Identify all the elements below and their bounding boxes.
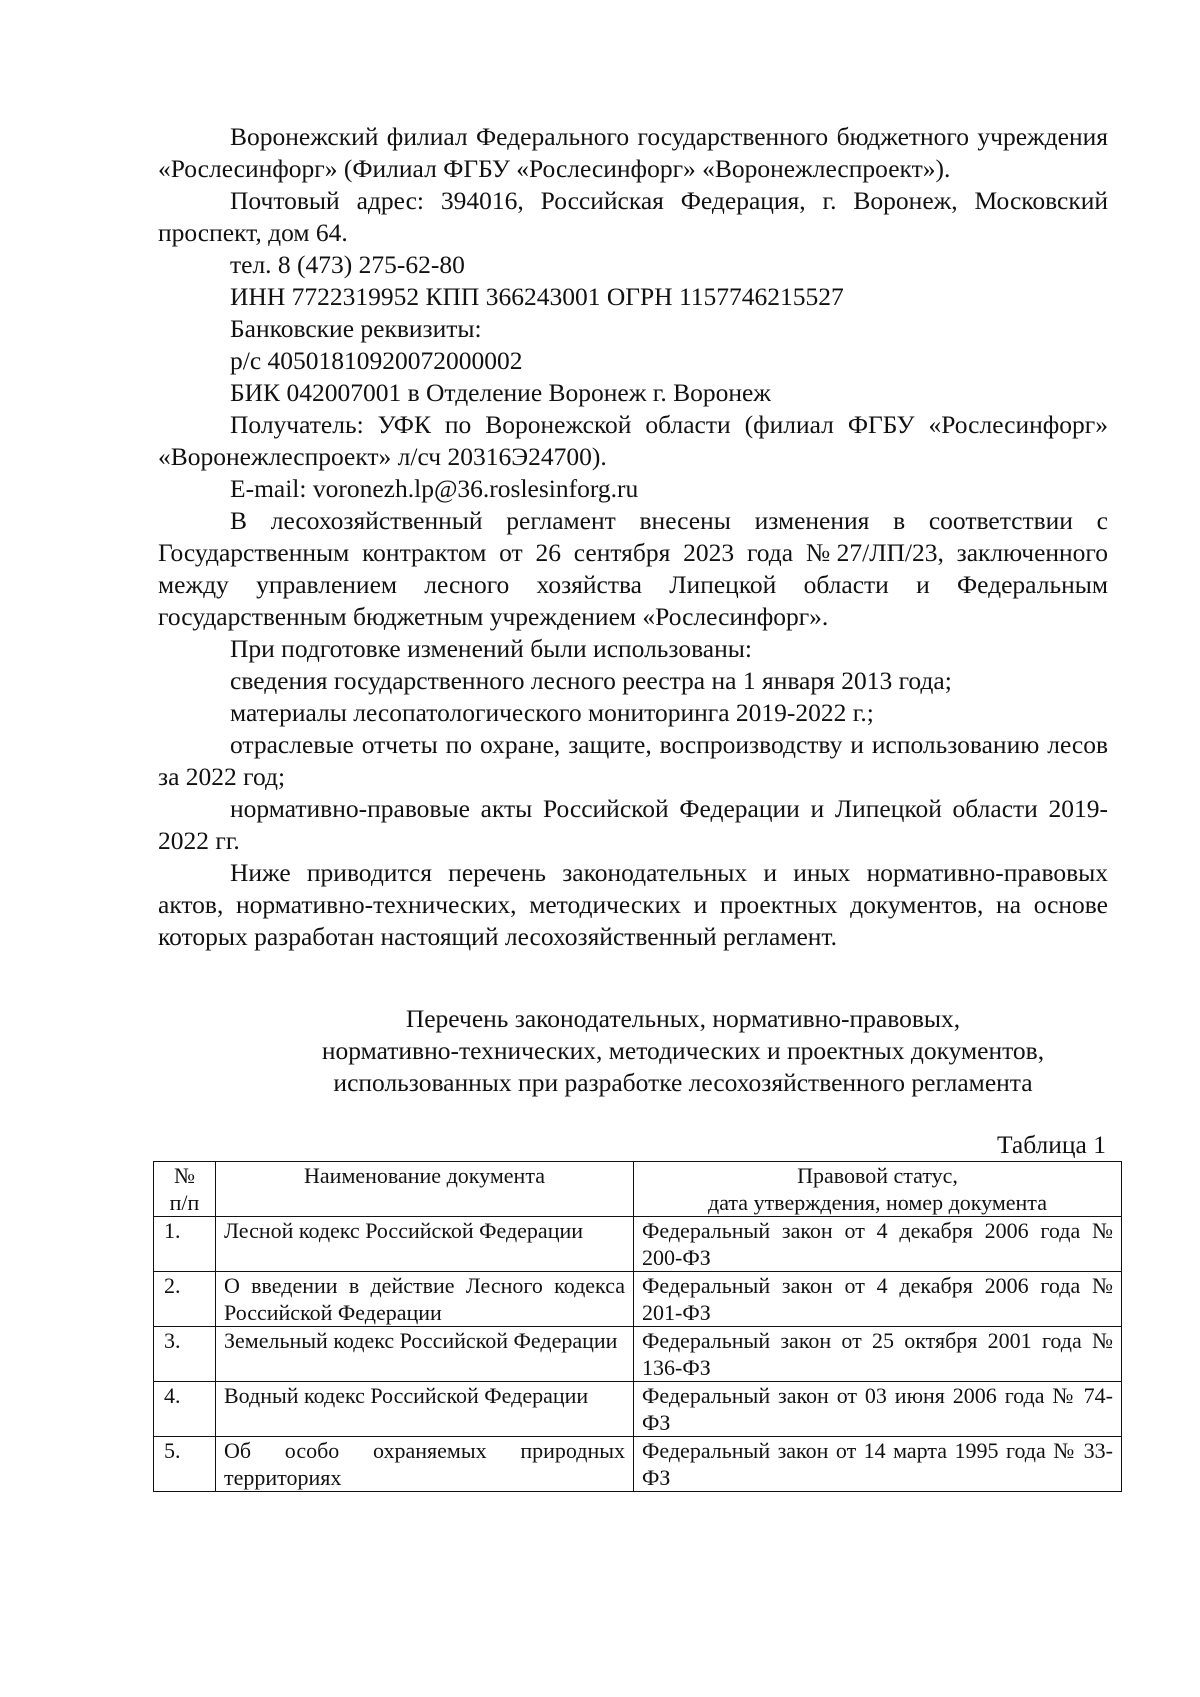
row-status: Федеральный закон от 4 декабря 2006 года № 201-ФЗ: [634, 1272, 1122, 1327]
heading-line-3: использованных при разработке лесохозяйственного регламента: [333, 1068, 1033, 1097]
row-name: Земельный кодекс Российской Федерации: [216, 1327, 634, 1382]
recipient-paragraph: Получатель: УФК по Воронежской области (филиал ФГБУ «Рослесинфорг» «Воронежлеспроект» л/сч 20316Э24700).: [158, 410, 1108, 471]
row-name: Лесной кодекс Российской Федерации: [216, 1217, 634, 1272]
bik-line: БИК 042007001 в Отделение Воронеж г. Воронеж: [230, 378, 771, 407]
section-heading: [158, 1003, 1108, 1099]
used-item-4: нормативно-правовые акты Российской Федерации и Липецкой области 2019-2022 гг.: [158, 794, 1108, 855]
list-intro-paragraph: Ниже приводится перечень законодательных и иных нормативно-правовых актов, нормативно-технических, методических и проектных документов, на основе которых разработан настоящий лесохозяйственный регламент.: [158, 858, 1108, 951]
row-num: 3.: [154, 1327, 216, 1382]
row-num: 2.: [154, 1272, 216, 1327]
row-num: 1.: [154, 1217, 216, 1272]
row-name: О введении в действие Лесного кодекса Российской Федерации: [216, 1272, 634, 1327]
row-num: 5.: [154, 1437, 216, 1492]
heading-line-2: нормативно-технических, методических и проектных документов,: [321, 1036, 1045, 1065]
row-num: 4.: [154, 1382, 216, 1437]
table-row: [154, 1382, 1122, 1437]
table-row: [154, 1437, 1122, 1492]
table-caption: Таблица 1: [996, 1130, 1106, 1159]
address-paragraph: Почтовый адрес: 394016, Российская Федерация, г. Воронеж, Московский проспект, дом 64.: [158, 186, 1108, 247]
heading-line-1: Перечень законодательных, нормативно-правовых,: [405, 1004, 961, 1033]
header-status-line1: Правовой статус,: [797, 1163, 958, 1188]
table-header-row: [154, 1162, 1122, 1217]
header-num-line2: п/п: [169, 1190, 200, 1215]
header-num: [154, 1162, 216, 1217]
row-status: Федеральный закон от 25 октября 2001 года № 136-ФЗ: [634, 1327, 1122, 1382]
used-title-line: При подготовке изменений были использованы:: [230, 634, 752, 663]
used-item-2: материалы лесопатологического мониторинга 2019-2022 г.;: [230, 698, 874, 727]
used-item-1: сведения государственного лесного реестра на 1 января 2013 года;: [230, 666, 952, 695]
account-line: р/с 40501810920072000002: [230, 346, 523, 375]
header-num-line1: №: [174, 1163, 195, 1188]
row-status: Федеральный закон от 4 декабря 2006 года № 200-ФЗ: [634, 1217, 1122, 1272]
phone-line: тел. 8 (473) 275-62-80: [230, 250, 465, 279]
email-line: E-mail: voronezh.lp@36.roslesinforg.ru: [230, 474, 639, 503]
organization-paragraph: Воронежский филиал Федерального государственного бюджетного учреждения «Рослесинфорг» (Филиал ФГБУ «Рослесинфорг» «Воронежлеспроект»).: [158, 122, 1108, 183]
row-status: Федеральный закон от 14 марта 1995 года № 33-ФЗ: [634, 1437, 1122, 1492]
row-name: Водный кодекс Российской Федерации: [216, 1382, 634, 1437]
changes-paragraph: В лесохозяйственный регламент внесены изменения в соответствии с Государственным контрактом от 26 сентября 2023 года №27/ЛП/23, заключенного между управлением лесного хозяйства Липецкой области и Федеральным государственным бюджетным учреждением «Рослесинфорг».: [158, 506, 1108, 631]
ids-line: ИНН 7722319952 КПП 366243001 ОГРН 1157746215527: [230, 282, 844, 311]
header-name: Наименование документа: [216, 1162, 634, 1217]
used-item-3: отраслевые отчеты по охране, защите, воспроизводству и использованию лесов за 2022 год;: [158, 730, 1108, 791]
table-row: [154, 1327, 1122, 1382]
row-status: Федеральный закон от 03 июня 2006 года № 74-ФЗ: [634, 1382, 1122, 1437]
document-page: [158, 121, 1113, 1492]
table-row: [154, 1272, 1122, 1327]
header-status: [634, 1162, 1122, 1217]
bank-title-line: Банковские реквизиты:: [230, 314, 482, 343]
row-name: Об особо охраняемых природных территориях: [216, 1437, 634, 1492]
header-status-line2: дата утверждения, номер документа: [708, 1190, 1047, 1215]
table-row: [154, 1217, 1122, 1272]
documents-table: [153, 1161, 1122, 1492]
